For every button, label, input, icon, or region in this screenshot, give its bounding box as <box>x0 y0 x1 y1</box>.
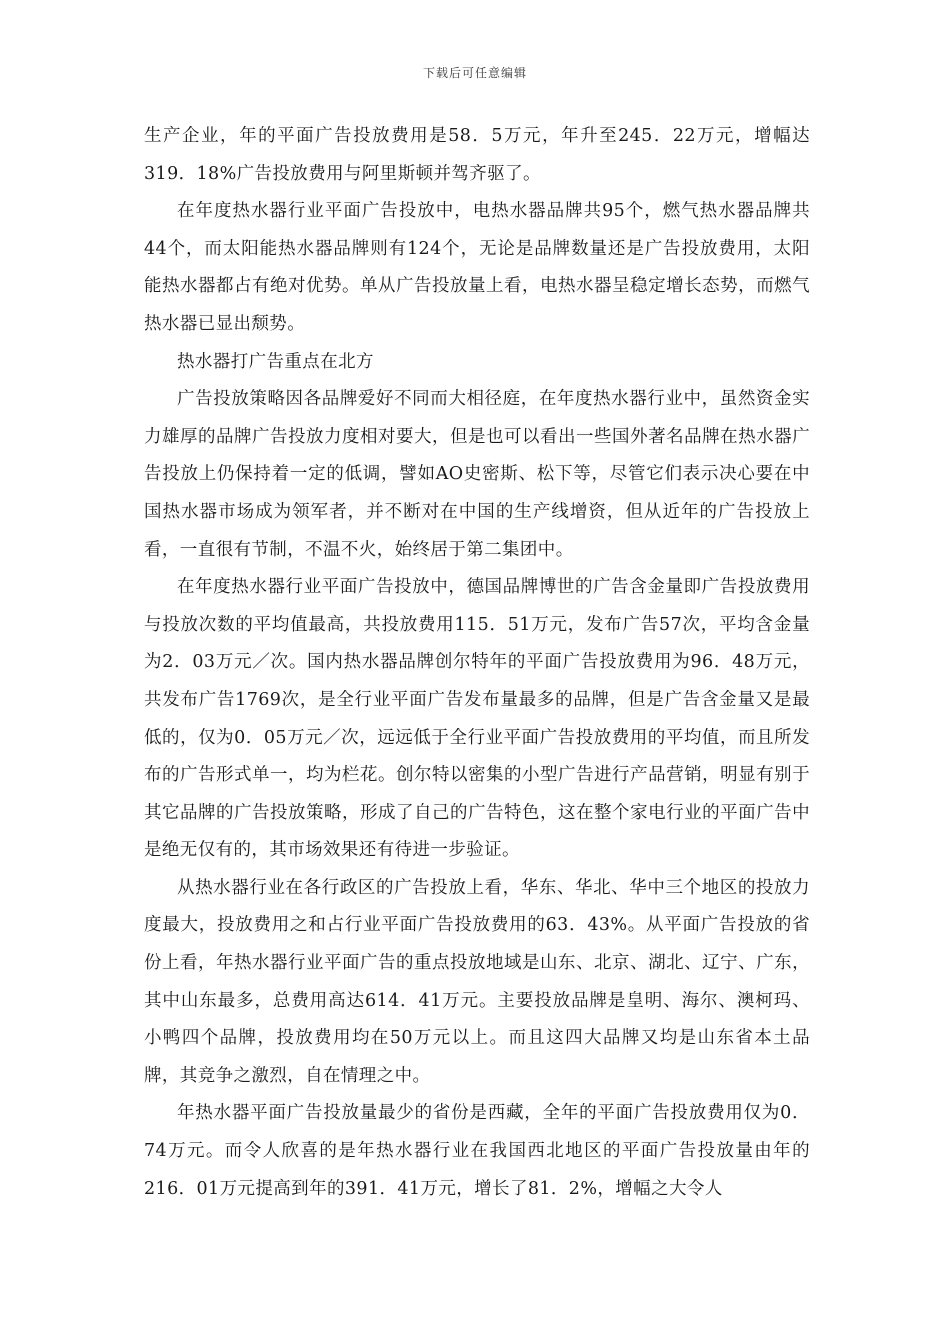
page-header: 下载后可任意编辑 <box>422 66 527 80</box>
paragraph-5: 从热水器行业在各行政区的广告投放上看，华东、华北、华中三个地区的投放力度最大，投放费用之和占行业平面广告投放费用的63．43%。从平面广告投放的省份上看，年热水器行业平面广告的重点投放地域是山东、北京、湖北、辽宁、广东，其中山东最多，总费用高达614．41万元。主要投放品牌是皇明、海尔、澳柯玛、小鸭四个品牌，投放费用均在50万元以上。而且这四大品牌又均是山东省本土品牌，其竞争之激烈，自在情理之中。 <box>144 877 810 1086</box>
paragraph-6: 年热水器平面广告投放量最少的省份是西藏，全年的平面广告投放费用仅为0．74万元。而令人欣喜的是年热水器行业在我国西北地区的平面广告投放量由年的216．01万元提高到年的391．41万元，增长了81．2%，增幅之大令人 <box>144 1103 810 1199</box>
document-body <box>144 118 810 1208</box>
paragraph-2: 在年度热水器行业平面广告投放中，电热水器品牌共95个，燃气热水器品牌共44个，而太阳能热水器品牌则有124个，无论是品牌数量还是广告投放费用，太阳能热水器都占有绝对优势。单从广告投放量上看，电热水器呈稳定增长态势，而燃气热水器已显出颓势。 <box>144 201 810 334</box>
section-heading: 热水器打广告重点在北方 <box>177 351 374 372</box>
paragraph-3: 广告投放策略因各品牌爱好不同而大相径庭，在年度热水器行业中，虽然资金实力雄厚的品牌广告投放力度相对要大，但是也可以看出一些国外著名品牌在热水器广告投放上仍保持着一定的低调，譬如AO史密斯、松下等，尽管它们表示决心要在中国热水器市场成为领军者，并不断对在中国的生产线增资，但从近年的广告投放上看，一直很有节制，不温不火，始终居于第二集团中。 <box>144 389 810 560</box>
paragraph-4: 在年度热水器行业平面广告投放中，德国品牌博世的广告含金量即广告投放费用与投放次数的平均值最高，共投放费用115．51万元，发布广告57次，平均含金量为2．03万元／次。国内热水器品牌创尔特年的平面广告投放费用为96．48万元，共发布广告1769次，是全行业平面广告发布量最多的品牌，但是广告含金量又是最低的，仅为0．05万元／次，远远低于全行业平面广告投放费用的平均值，而且所发布的广告形式单一，均为栏花。创尔特以密集的小型广告进行产品营销，明显有别于其它品牌的广告投放策略，形成了自己的广告特色，这在整个家电行业的平面广告中是绝无仅有的，其市场效果还有待进一步验证。 <box>144 577 810 861</box>
paragraph-1: 生产企业，年的平面广告投放费用是58．5万元，年升至245．22万元，增幅达319．18%广告投放费用与阿里斯顿并驾齐驱了。 <box>144 126 810 184</box>
